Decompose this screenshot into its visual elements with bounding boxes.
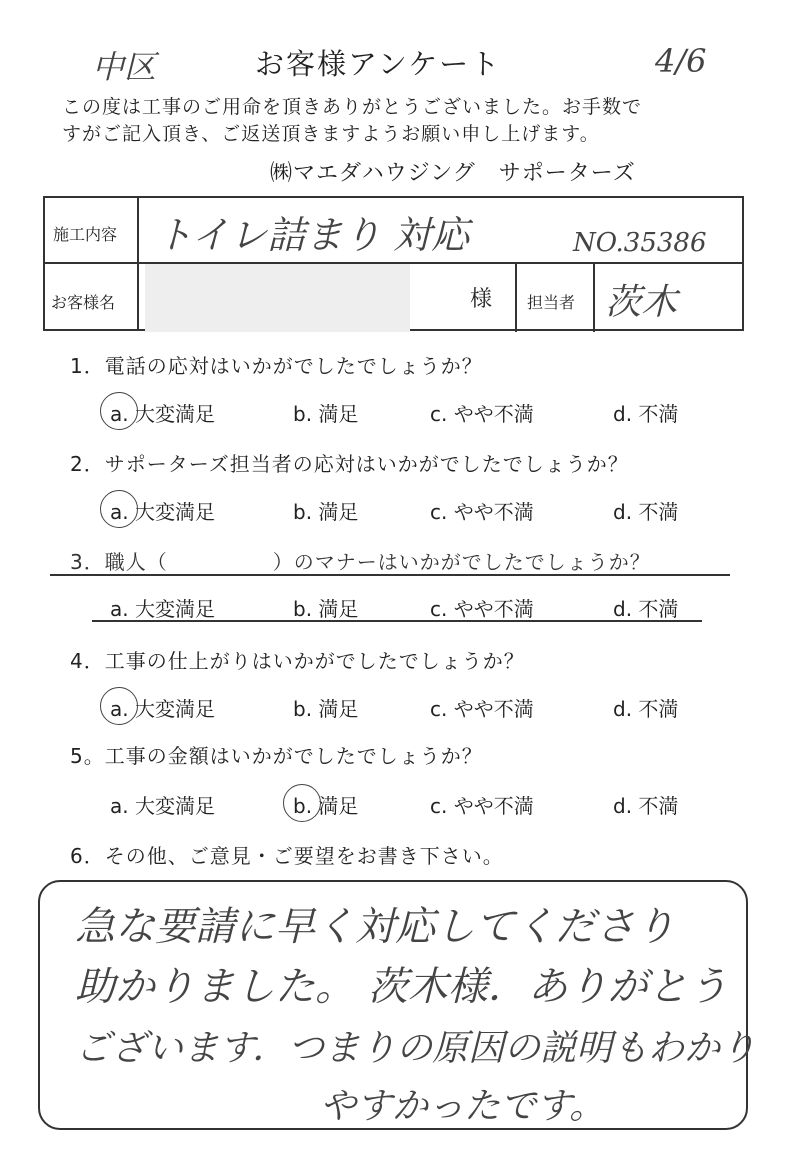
selected-circle [100,392,138,430]
option-a[interactable]: a. 大変満足 [110,402,215,426]
customer-label: お客様名 [51,293,116,312]
option-c[interactable]: c. やや不満 [430,697,534,721]
company-name: ㈱マエダハウジング サポーターズ [270,161,636,186]
comment-line-4: やすかったです。 [320,1086,606,1127]
work-value: トイレ詰まり 対応 [155,213,470,257]
question-3: 3．職人（ ）のマナーはいかがでしたでしょうか？ [70,550,651,574]
option-d[interactable]: d. 不満 [613,500,679,524]
option-b[interactable]: b. 満足 [293,597,359,621]
option-c[interactable]: c. やや不満 [430,597,534,621]
table-divider [593,262,595,332]
option-a[interactable]: a. 大変満足 [110,500,215,524]
ward-handwritten: 中区 [92,48,157,86]
question-1: 1．電話の応対はいかがでしたでしょうか？ [70,354,483,378]
comment-line-3: ございます．つまりの原因の説明もわかり [75,1028,757,1069]
table-divider [137,198,139,329]
option-d[interactable]: d. 不満 [613,402,679,426]
option-d[interactable]: d. 不満 [613,794,679,818]
staff-label: 担当者 [527,293,576,312]
comment-line-2: 助かりました。 茨木様．ありがとう [75,964,728,1010]
option-b[interactable]: b. 満足 [293,794,359,818]
question-6: 6．その他、ご意見・ご要望をお書き下さい。 [70,844,504,868]
redacted-customer-name [145,264,410,332]
option-b[interactable]: b. 満足 [293,697,359,721]
selected-circle [283,784,321,822]
intro-line-1: この度は工事のご用命を頂きありがとうございました。お手数で [62,96,643,118]
question-5: 5。工事の金額はいかがでしたでしょうか？ [70,744,483,768]
order-number: NO.35386 [573,228,707,258]
option-c[interactable]: c. やや不満 [430,402,534,426]
selected-circle [100,490,138,528]
date-handwritten: 4/6 [655,42,707,80]
option-d[interactable]: d. 不満 [613,597,679,621]
option-c[interactable]: c. やや不満 [430,794,534,818]
page-title: お客様アンケート [255,47,502,81]
option-a[interactable]: a. 大変満足 [110,794,215,818]
option-a[interactable]: a. 大変満足 [110,597,215,621]
option-d[interactable]: d. 不満 [613,697,679,721]
comment-line-1: 急な要請に早く対応してくださり [75,904,675,950]
staff-value: 茨木 [605,282,678,323]
question-4: 4．工事の仕上がりはいかがでしたでしょうか？ [70,649,525,673]
work-label: 施工内容 [53,225,118,244]
option-a[interactable]: a. 大変満足 [110,697,215,721]
selected-circle [100,687,138,725]
option-c[interactable]: c. やや不満 [430,500,534,524]
option-b[interactable]: b. 満足 [293,402,359,426]
honorific: 様 [470,287,493,312]
option-b[interactable]: b. 満足 [293,500,359,524]
intro-line-2: すがご記入頂き、ご返送頂きますようお願い申し上げます。 [62,123,600,145]
question-2: 2．サポーターズ担当者の応対はいかがでしたでしょうか？ [70,452,629,476]
table-divider [515,262,517,332]
info-table [43,196,744,331]
